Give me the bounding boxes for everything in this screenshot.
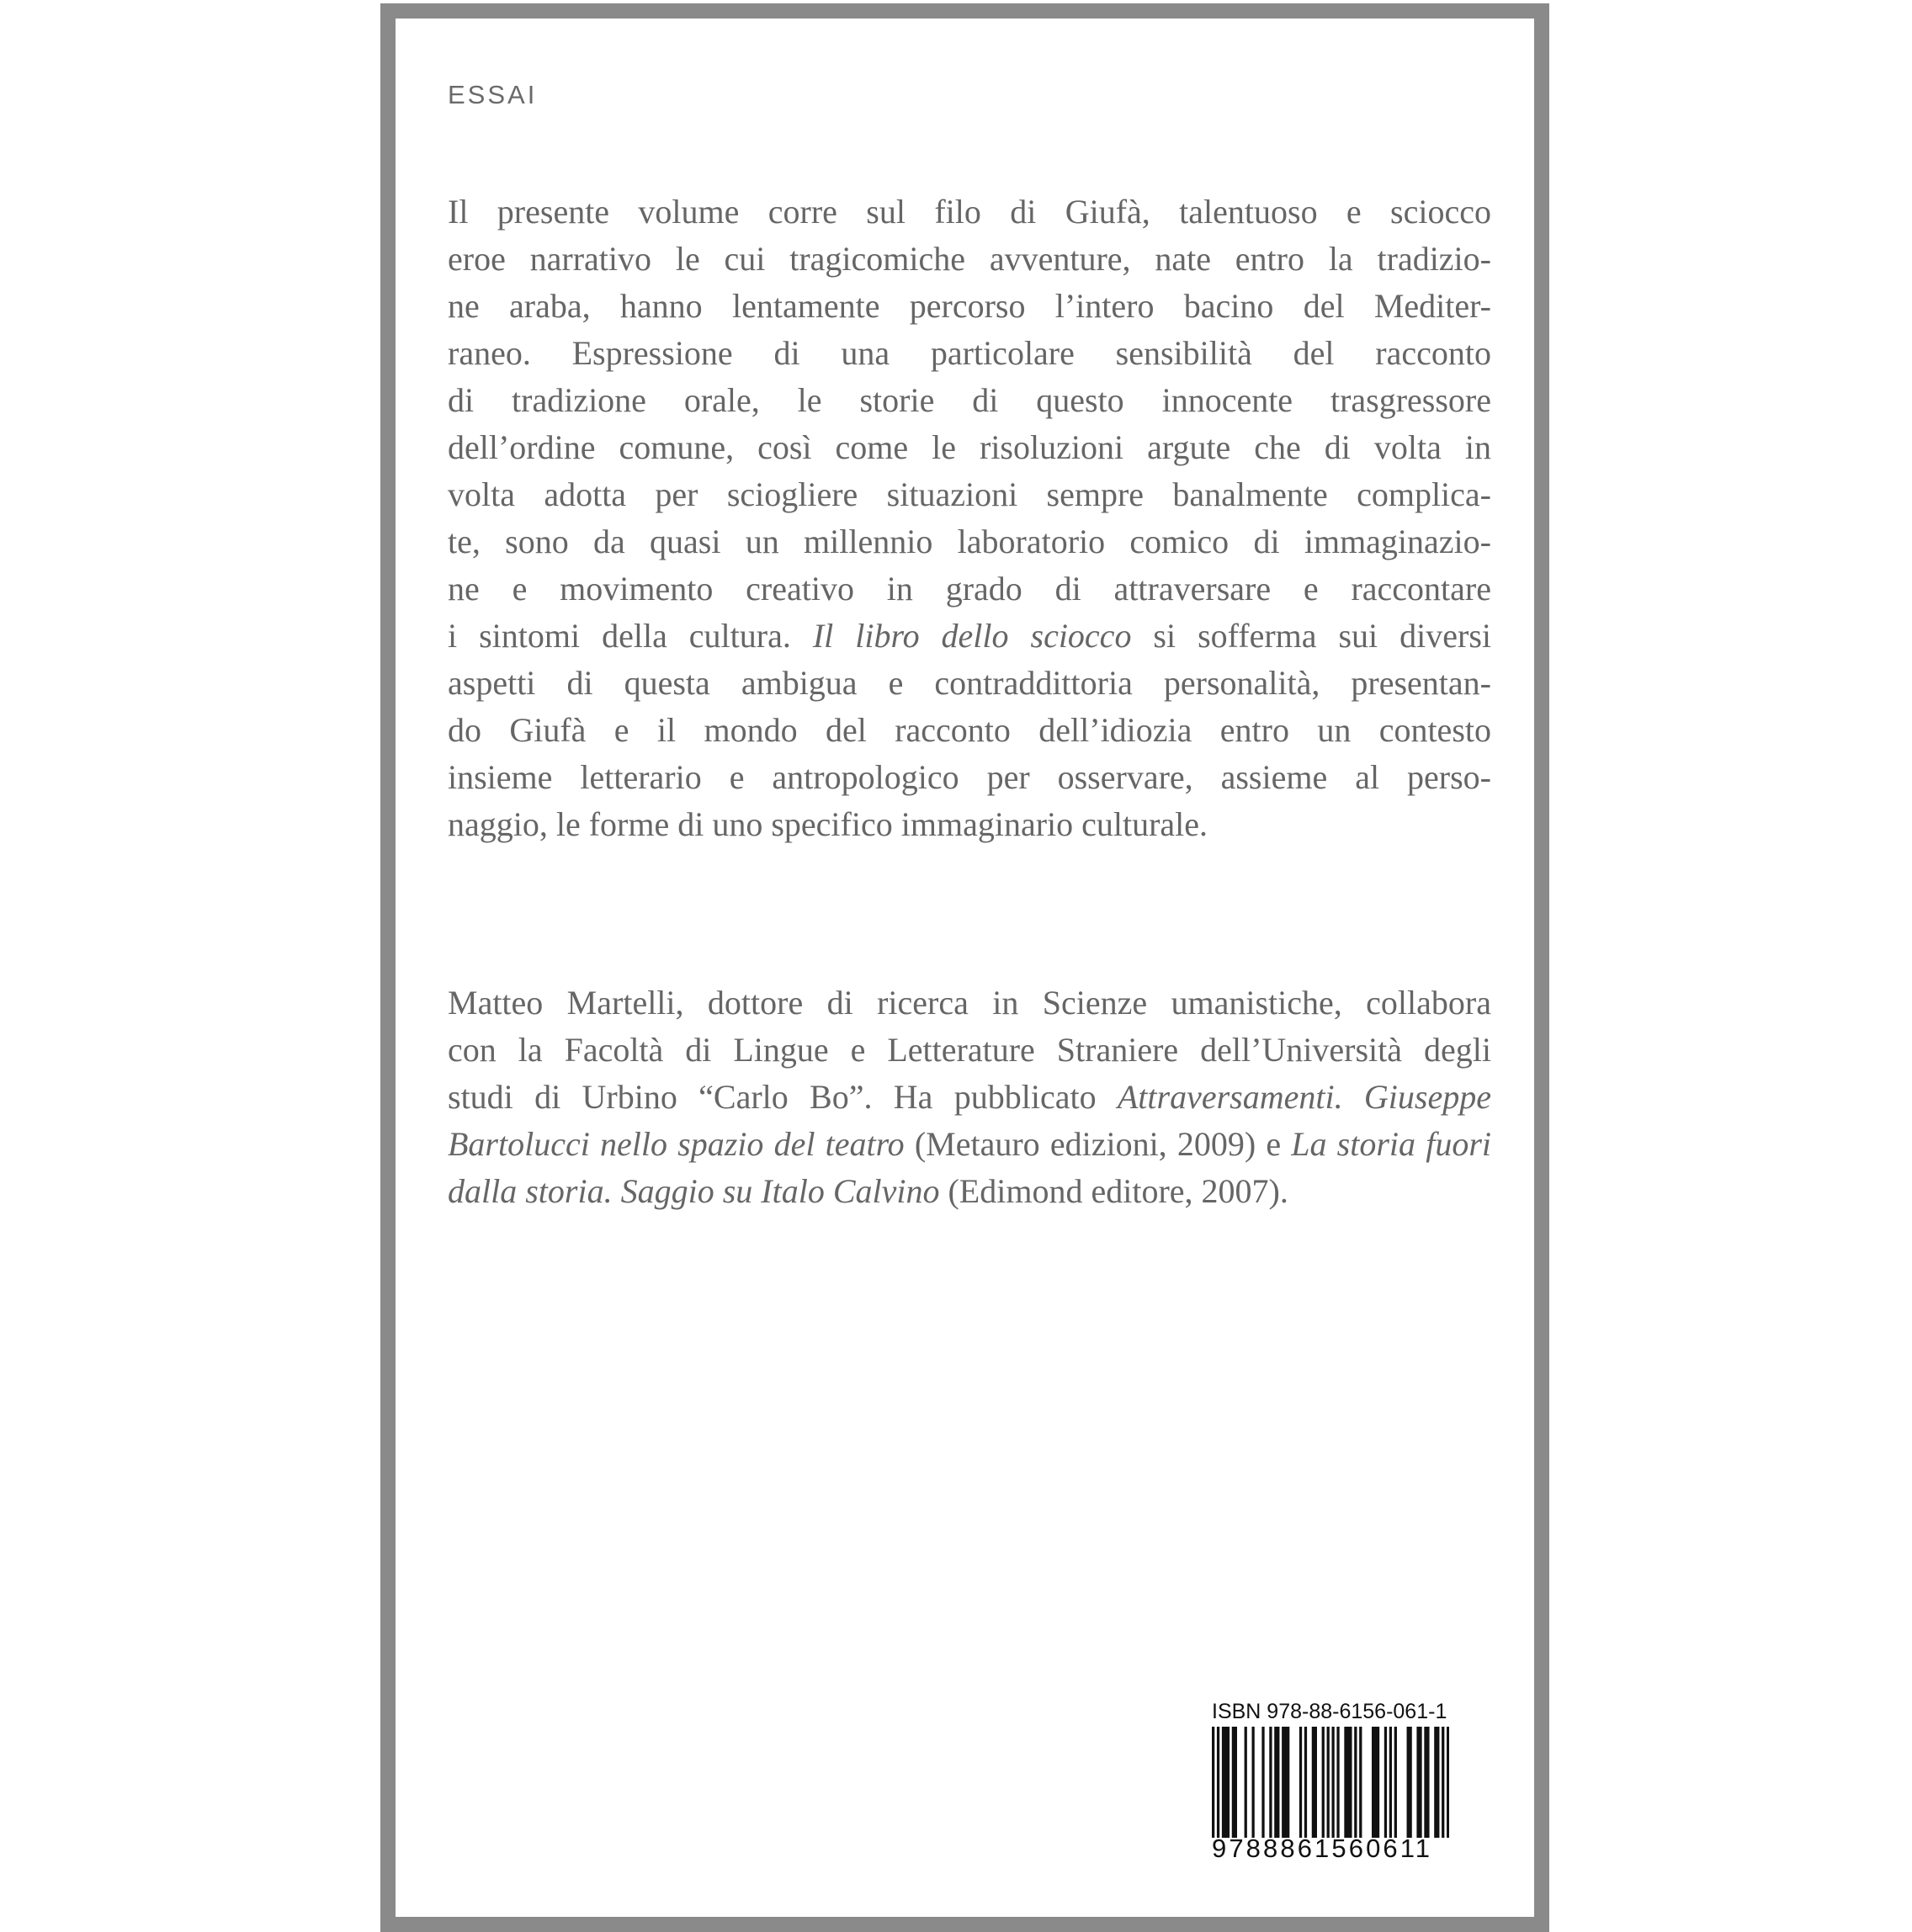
barcode-bar bbox=[1424, 1727, 1426, 1838]
blurb-text: i sintomi della cultura. bbox=[448, 617, 813, 655]
barcode-bar bbox=[1437, 1727, 1439, 1838]
blurb-line: dell’ordine comune, così come le risoluzioni argute che di volta in bbox=[448, 428, 1491, 466]
barcode-bar bbox=[1374, 1727, 1377, 1838]
publication-title-italic: Attraversamenti. Giuseppe bbox=[1117, 1078, 1491, 1116]
barcode-bar bbox=[1282, 1727, 1284, 1838]
barcode-bar bbox=[1336, 1727, 1339, 1838]
barcode-bar bbox=[1287, 1727, 1289, 1838]
blurb-line: volta adotta per sciogliere situazioni sempre banalmente complica- bbox=[448, 475, 1491, 513]
publication-title-italic: La storia fuori bbox=[1291, 1125, 1491, 1163]
bio-text: (Metauro edizioni, 2009) e bbox=[904, 1125, 1292, 1163]
bio-line: con la Facoltà di Lingue e Letterature Straniere dell’Università degli bbox=[448, 1031, 1491, 1069]
publication-title-italic: Bartolucci nello spazio del teatro bbox=[448, 1125, 905, 1163]
barcode-bar bbox=[1284, 1727, 1287, 1838]
barcode-bar bbox=[1377, 1727, 1379, 1838]
barcode-bar bbox=[1434, 1727, 1437, 1838]
barcode-bar bbox=[1299, 1727, 1302, 1838]
blurb-line: Il presente volume corre sul filo di Giufà, talentuoso e sciocco bbox=[448, 193, 1491, 231]
barcode-bar bbox=[1251, 1727, 1254, 1838]
publication-title-italic: dalla storia. Saggio su Italo Calvino bbox=[448, 1172, 940, 1210]
barcode-bar bbox=[1245, 1727, 1247, 1838]
barcode-bar bbox=[1277, 1727, 1279, 1838]
bio-text: studi di Urbino “Carlo Bo”. Ha pubblicato bbox=[448, 1078, 1118, 1116]
blurb-text: si sofferma sui diversi bbox=[1131, 617, 1492, 655]
barcode-bar bbox=[1322, 1727, 1325, 1838]
blurb-line: naggio, le forme di uno specifico immaginario culturale. bbox=[448, 805, 1208, 843]
barcode-bar bbox=[1349, 1727, 1352, 1838]
bio-line: Matteo Martelli, dottore di ricerca in Scienze umanistiche, collabora bbox=[448, 984, 1491, 1022]
author-bio bbox=[448, 979, 1491, 1215]
barcode-bar bbox=[1346, 1727, 1349, 1838]
bio-line bbox=[448, 1168, 1491, 1215]
series-label: ESSAI bbox=[448, 80, 538, 109]
barcode-bar bbox=[1384, 1727, 1387, 1838]
barcode-bar bbox=[1419, 1727, 1421, 1838]
book-back-cover bbox=[380, 3, 1549, 1932]
barcode-bar bbox=[1331, 1727, 1334, 1838]
bio-line bbox=[448, 1121, 1491, 1168]
blurb-line: insieme letterario e antropologico per osservare, assieme al perso- bbox=[448, 758, 1491, 796]
barcode-bar bbox=[1269, 1727, 1272, 1838]
blurb-line: ne araba, hanno lentamente percorso l’intero bacino del Mediter- bbox=[448, 287, 1491, 325]
barcode-digits: 9788861560611 bbox=[1212, 1834, 1433, 1863]
barcode-bar bbox=[1235, 1727, 1237, 1838]
barcode-bar bbox=[1217, 1727, 1219, 1838]
barcode-bar bbox=[1359, 1727, 1362, 1838]
barcode-bar bbox=[1407, 1727, 1410, 1838]
barcode-bar bbox=[1327, 1727, 1330, 1838]
barcode-bar bbox=[1261, 1727, 1264, 1838]
barcode-bar bbox=[1389, 1727, 1392, 1838]
barcode-bar bbox=[1222, 1727, 1224, 1838]
barcode-bars bbox=[1212, 1727, 1449, 1838]
isbn-barcode bbox=[1212, 1700, 1449, 1868]
barcode-bar bbox=[1304, 1727, 1307, 1838]
barcode-bar bbox=[1394, 1727, 1397, 1838]
barcode-bar bbox=[1232, 1727, 1235, 1838]
barcode-bar bbox=[1314, 1727, 1317, 1838]
barcode-bar bbox=[1212, 1727, 1214, 1838]
barcode-bar bbox=[1344, 1727, 1346, 1838]
barcode-bar bbox=[1447, 1727, 1449, 1838]
barcode-bar bbox=[1354, 1727, 1357, 1838]
barcode-bar bbox=[1274, 1727, 1277, 1838]
bio-text: (Edimond editore, 2007). bbox=[939, 1172, 1288, 1210]
blurb-line: ne e movimento creativo in grado di attraversare e raccontare bbox=[448, 570, 1491, 608]
blurb-paragraph bbox=[448, 188, 1491, 848]
barcode-bar bbox=[1224, 1727, 1227, 1838]
blurb-line: raneo. Espressione di una particolare sensibilità del racconto bbox=[448, 334, 1491, 372]
barcode-bar bbox=[1426, 1727, 1429, 1838]
barcode-bar bbox=[1416, 1727, 1419, 1838]
blurb-line: aspetti di questa ambigua e contraddittoria personalità, presentan- bbox=[448, 664, 1491, 702]
bio-line bbox=[448, 1074, 1491, 1121]
blurb-line bbox=[448, 613, 1491, 660]
blurb-line: eroe narrativo le cui tragicomiche avventure, nate entro la tradizio- bbox=[448, 240, 1491, 278]
blurb-line: do Giufà e il mondo del racconto dell’idiozia entro un contesto bbox=[448, 711, 1491, 749]
isbn-text: ISBN 978-88-6156-061-1 bbox=[1212, 1700, 1447, 1723]
barcode-bar bbox=[1410, 1727, 1412, 1838]
blurb-line: te, sono da quasi un millennio laboratorio comico di immaginazio- bbox=[448, 523, 1491, 560]
barcode-bar bbox=[1312, 1727, 1314, 1838]
book-title-italic: Il libro dello sciocco bbox=[812, 617, 1132, 655]
barcode-bar bbox=[1372, 1727, 1374, 1838]
barcode-bar bbox=[1227, 1727, 1230, 1838]
barcode-bar bbox=[1442, 1727, 1444, 1838]
blurb-line: di tradizione orale, le storie di questo innocente trasgressore bbox=[448, 381, 1491, 419]
